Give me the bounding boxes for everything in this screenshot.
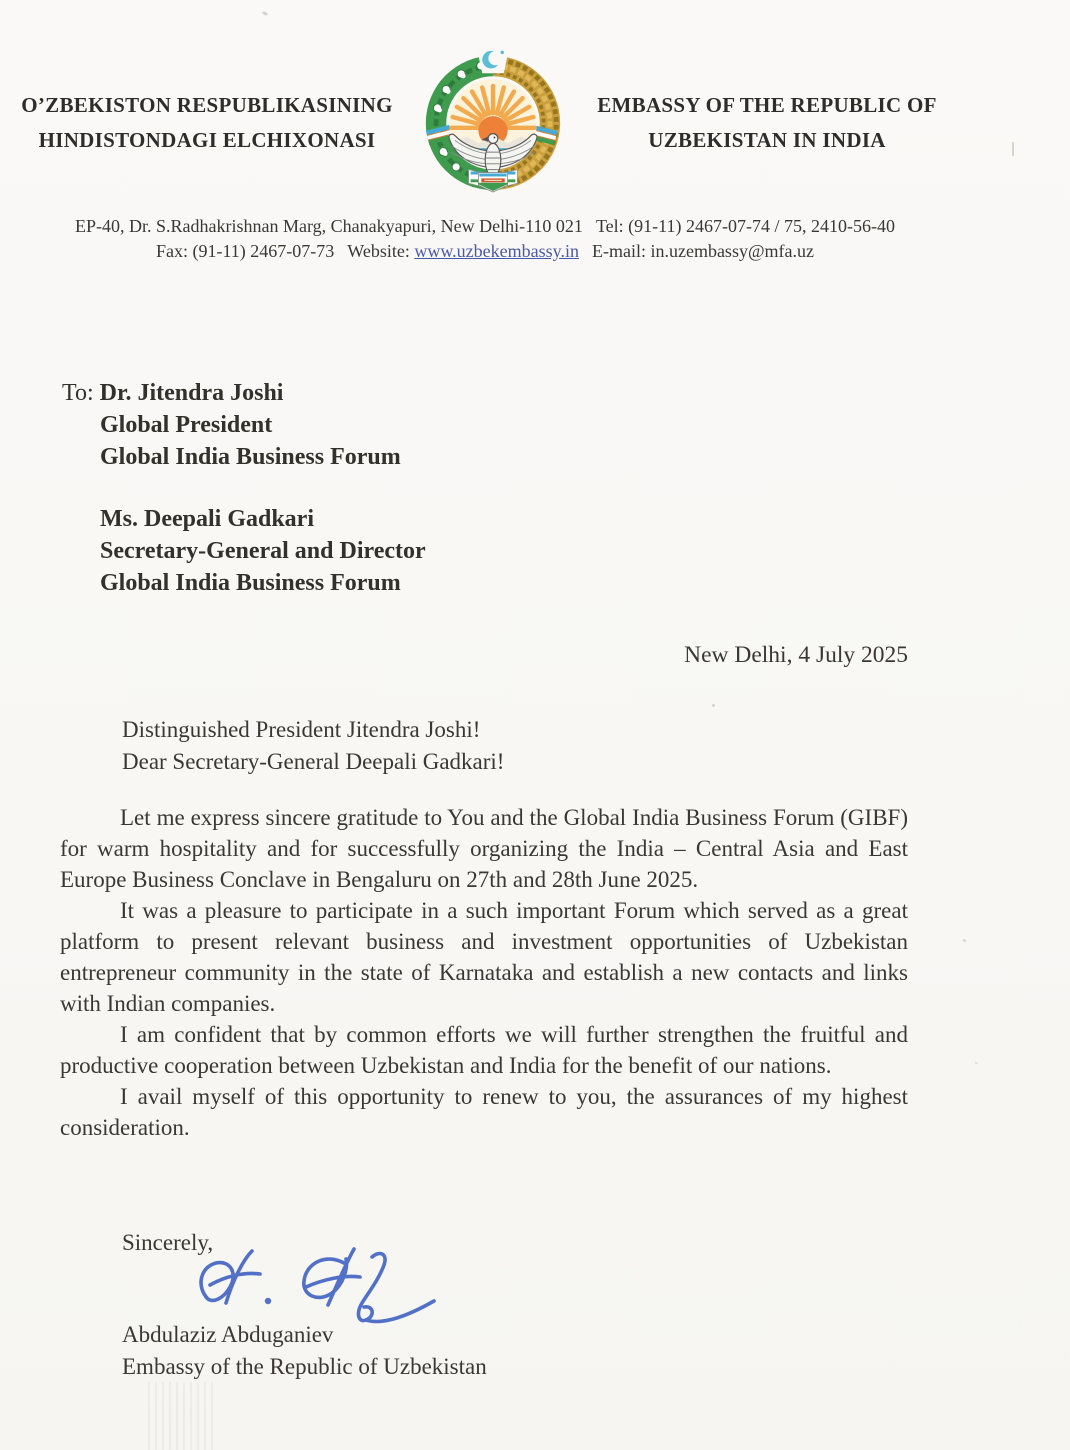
scan-edge-mark — [1012, 142, 1014, 156]
recipient-2-org: Global India Business Forum — [100, 570, 401, 596]
embassy-name-english-line2: UZBEKISTAN IN INDIA — [648, 128, 886, 152]
body-paragraph-3: I am confident that by common efforts we will further strengthen the fruitful and productive cooperation between Uzbekistan and India for the benefit of our nations. — [60, 1022, 908, 1078]
to-label: To: — [62, 380, 94, 406]
letter-body — [60, 802, 908, 1143]
embassy-name-uzbek — [8, 88, 406, 158]
handwritten-signature-icon — [192, 1243, 442, 1331]
body-paragraph-4: I avail myself of this opportunity to renew to you, the assurances of my highest consideration. — [60, 1084, 908, 1140]
uzbekistan-state-emblem-icon — [420, 44, 566, 196]
signer-name: Abdulaziz Abduganiev — [122, 1322, 334, 1347]
recipient-2-title: Secretary-General and Director — [100, 538, 426, 564]
valediction: Sincerely, — [122, 1230, 214, 1255]
embassy-phone: Tel: (91-11) 2467-07-74 / 75, 2410-56-40 — [595, 216, 895, 236]
scan-speck — [588, 903, 591, 905]
scan-speck — [262, 11, 269, 16]
contact-block — [60, 214, 910, 264]
website-label: Website: — [347, 241, 410, 261]
contact-line-1 — [60, 214, 910, 239]
recipient-1-title: Global President — [100, 412, 273, 438]
contact-line-2 — [60, 239, 910, 264]
dateline: New Delhi, 4 July 2025 — [684, 642, 908, 668]
body-paragraph-1: Let me express sincere gratitude to You and the Global India Business Forum (GIBF) for warm hospitality and for successfully organizing the India – Central Asia and East Europe Business Conclave in Bengaluru on 27th and 28th June 2025. — [60, 805, 908, 892]
scan-speck — [963, 939, 966, 942]
scan-streaks — [148, 1382, 218, 1450]
recipient-block-1 — [62, 377, 401, 473]
recipient-1-name-line — [62, 377, 401, 409]
embassy-name-english-line1: EMBASSY OF THE REPUBLIC OF — [597, 93, 937, 117]
embassy-address: EP-40, Dr. S.Radhakrishnan Marg, Chanakyapuri, New Delhi-110 021 — [75, 216, 583, 236]
signer-organization: Embassy of the Republic of Uzbekistan — [122, 1354, 487, 1379]
embassy-name-english — [566, 88, 968, 158]
website-link[interactable]: www.uzbekembassy.in — [414, 241, 579, 261]
recipient-block-2 — [100, 503, 426, 599]
recipient-2-name: Ms. Deepali Gadkari — [100, 506, 314, 532]
embassy-email: E-mail: in.uzembassy@mfa.uz — [591, 241, 814, 261]
embassy-name-uzbek-line1: O’ZBEKISTON RESPUBLIKASINING — [21, 93, 393, 117]
recipient-1-org: Global India Business Forum — [100, 444, 401, 470]
body-paragraph-2: It was a pleasure to participate in a such important Forum which served as a great platform to present relevant business and investment opportunities of Uzbekistan entrepreneur community in the state of Karnataka and establish a new contacts and links with Indian companies. — [60, 898, 908, 1016]
embassy-name-uzbek-line2: HINDISTONDAGI ELCHIXONASI — [38, 128, 376, 152]
scan-speck — [712, 704, 715, 707]
recipient-1-name: Dr. Jitendra Joshi — [99, 380, 284, 406]
salutation-line-2: Dear Secretary-General Deepali Gadkari! — [122, 749, 505, 774]
scan-speck — [975, 1062, 978, 1064]
salutation — [122, 714, 504, 778]
salutation-line-1: Distinguished President Jitendra Joshi! — [122, 717, 481, 742]
embassy-fax: Fax: (91-11) 2467-07-73 — [155, 241, 335, 261]
